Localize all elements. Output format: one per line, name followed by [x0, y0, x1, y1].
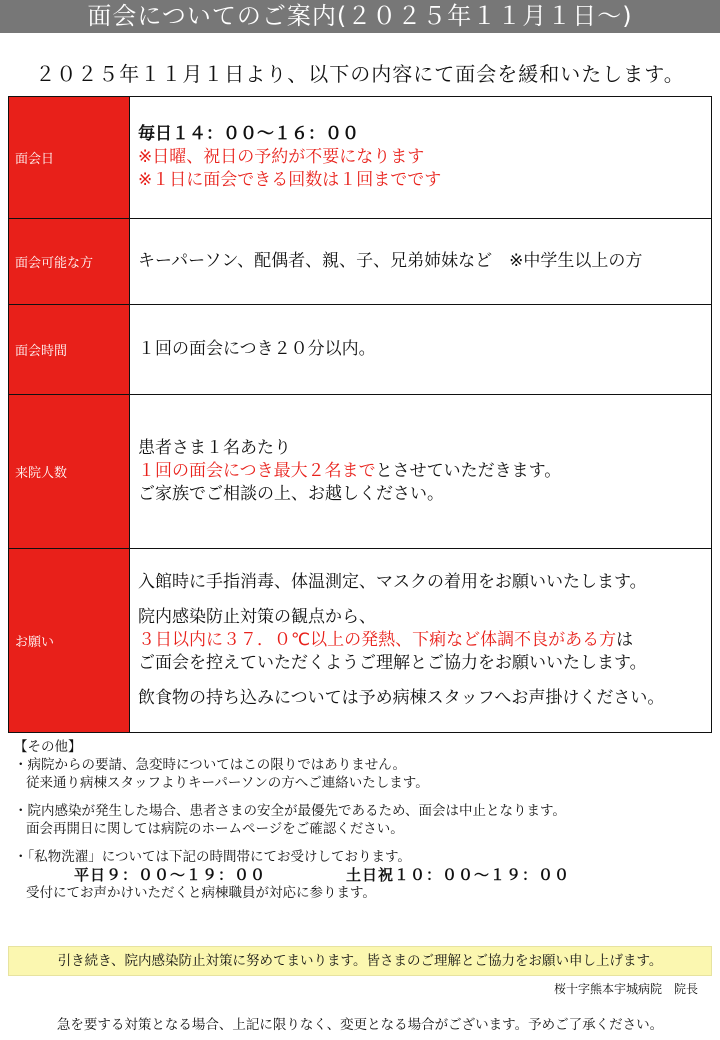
request-symptom-warning: ３日以内に３７．０℃以上の発熱、下痢など体調不良がある方 [138, 630, 617, 650]
laundry-hours [14, 866, 714, 884]
row-visit-day [9, 97, 712, 219]
content-visit-time: １回の面会につき２０分以内。 [130, 305, 712, 395]
row-request [9, 549, 712, 733]
visitor-count-line-2 [138, 460, 703, 483]
label-visit-day: 面会日 [9, 97, 130, 219]
visit-day-note-1: ※日曜、祝日の予約が不要になります [138, 147, 425, 167]
request-paragraph-3: 飲食物の持ち込みについては予め病棟スタッフへお声掛けください。 [138, 688, 665, 708]
request-paragraph-2-particle: は [616, 630, 634, 650]
visit-day-hours: 毎日１４：００〜１６：００ [138, 124, 359, 144]
content-eligible-visitors: キーパーソン、配偶者、親、子、兄弟姉妹など ※中学生以上の方 [130, 219, 712, 305]
visit-day-note-2: ※１日に面会できる回数は１回までです [138, 170, 442, 190]
signature: 桜十字熊本宇城病院 院長 [553, 982, 698, 996]
other-note-1-line-2: 従来通り病棟スタッフよりキーパーソンの方へご連絡いたします。 [26, 775, 429, 791]
other-notes [14, 738, 714, 902]
label-request: お願い [9, 549, 130, 733]
page-title: 面会についてのご案内(２０２５年１１月１日〜) [0, 0, 720, 33]
request-paragraph-2-line-3: ご面会を控えていただくようご理解とご協力をお願いいたします。 [138, 653, 647, 673]
label-visit-time: 面会時間 [9, 305, 130, 395]
row-eligible-visitors [9, 219, 712, 305]
notice-banner: 引き続き、院内感染防止対策に努めてまいります。皆さまのご理解とご協力をお願い申し上げます。 [8, 946, 712, 976]
other-note-3 [14, 848, 714, 902]
intro-text: ２０２５年１１月１日より、以下の内容にて面会を緩和いたします。 [35, 62, 685, 86]
visitor-count-line-3: ご家族でご相談の上、お越しください。 [138, 484, 444, 504]
content-visitor-count [130, 395, 712, 549]
other-note-2-line-1: ・院内感染が発生した場合、患者さまの安全が最優先であるため、面会は中止となります。 [14, 803, 566, 819]
visitor-count-line-1: 患者さま１名あたり [138, 438, 291, 458]
request-paragraph-1: 入館時に手指消毒、体温測定、マスクの着用をお願いいたします。 [138, 572, 647, 592]
other-note-3-line-1: ・「私物洗濯」については下記の時間帯にてお受けしております。 [14, 849, 411, 865]
request-paragraph-2-line-2 [138, 629, 703, 652]
label-visitor-count: 来院人数 [9, 395, 130, 549]
content-request [130, 549, 712, 733]
request-paragraph-2-line-1: 院内感染防止対策の観点から、 [138, 607, 376, 627]
row-visit-time [9, 305, 712, 395]
other-note-3-line-3: 受付にてお声かけいただくと病棟職員が対応に参ります。 [26, 885, 376, 901]
footer-disclaimer: 急を要する対策となる場合、上記に限りなく、変更となる場合がございます。予めご了承ください。 [56, 1017, 664, 1033]
visit-info-table [8, 96, 712, 733]
other-note-2 [14, 802, 714, 838]
other-note-1-line-1: ・病院からの要請、急変時についてはこの限りではありません。 [14, 757, 407, 773]
content-visit-day [130, 97, 712, 219]
visitor-count-line-2-rest: とさせていただきます。 [375, 461, 562, 481]
weekend-hours: 土日祝１０：００〜１９：００ [346, 866, 571, 884]
row-visitor-count [9, 395, 712, 549]
weekday-hours: 平日９：００〜１９：００ [74, 866, 267, 884]
other-notes-heading: 【その他】 [14, 739, 82, 755]
visitor-count-limit: １回の面会につき最大２名まで [138, 461, 376, 481]
label-eligible-visitors: 面会可能な方 [9, 219, 130, 305]
other-note-2-line-2: 面会再開日に関しては病院のホームページをご確認ください。 [26, 821, 404, 837]
other-note-1 [14, 756, 714, 792]
